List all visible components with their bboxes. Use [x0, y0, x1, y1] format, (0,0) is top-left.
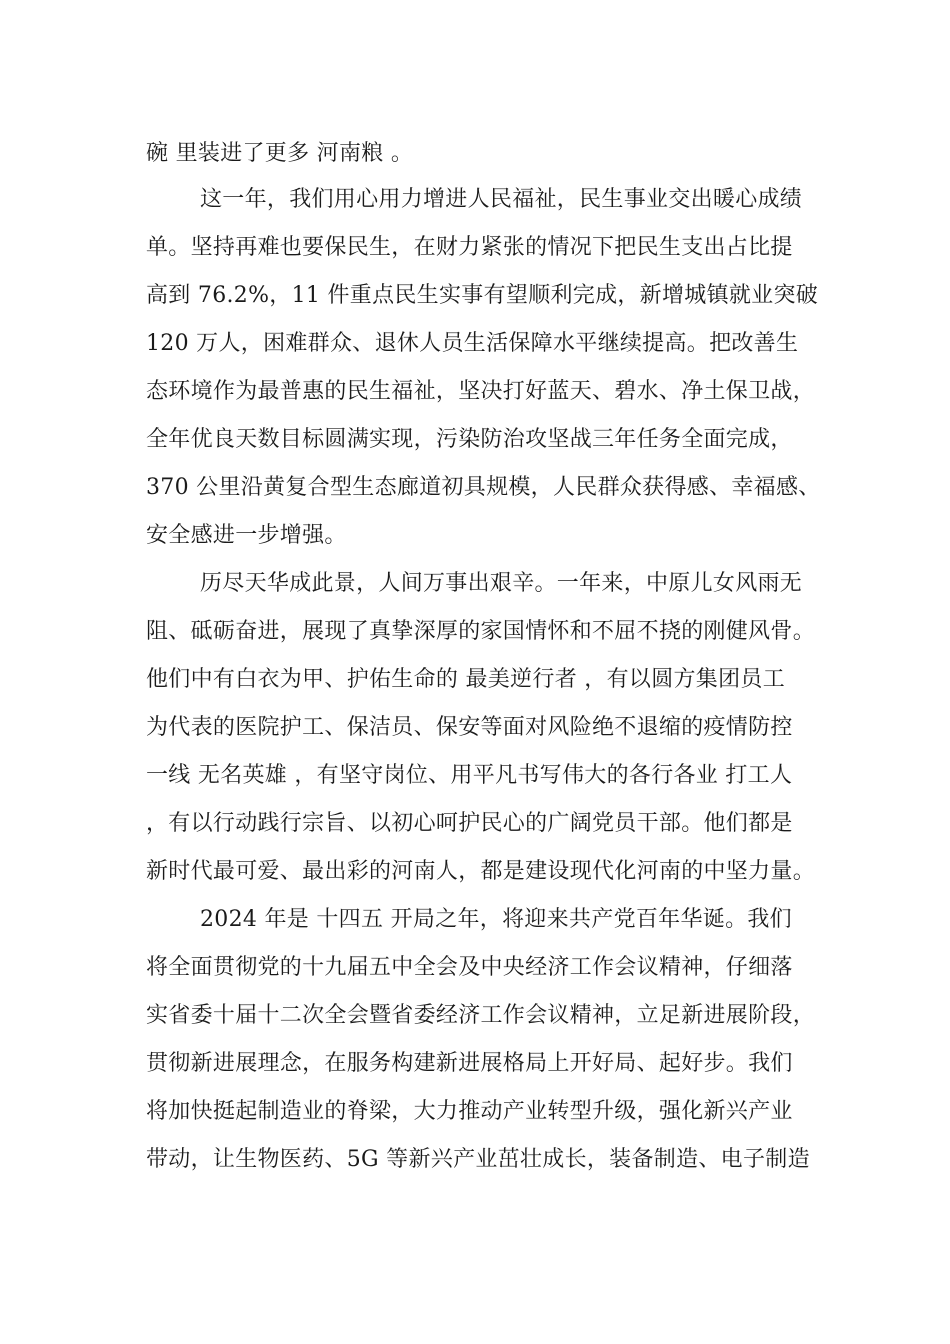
- text-line: ，有以行动践行宗旨、以初心呵护民心的广阔党员干部。他们都是: [146, 811, 793, 836]
- text-line: 贯彻新进展理念，在服务构建新进展格局上开好局、起好步。我们: [146, 1051, 793, 1076]
- text-line: 阻、砥砺奋进，展现了真挚深厚的家国情怀和不屈不挠的刚健风骨。: [146, 619, 816, 644]
- text-line: 他们中有白衣为甲、护佑生命的 最美逆行者 ，有以圆方集团员工: [146, 667, 785, 692]
- paragraph-start-line: 2024 年是 十四五 开局之年，将迎来共产党百年华诞。我们: [200, 907, 792, 932]
- text-line: 一线 无名英雄 ，有坚守岗位、用平凡书写伟大的各行各业 打工人: [146, 763, 793, 788]
- text-line: 将加快挺起制造业的脊梁，大力推动产业转型升级，强化新兴产业: [146, 1099, 793, 1124]
- text-line: 370 公里沿黄复合型生态廊道初具规模，人民群众获得感、幸福感、: [146, 475, 821, 500]
- text-line: 全年优良天数目标圆满实现，污染防治攻坚战三年任务全面完成，: [146, 427, 793, 452]
- text-line: 安全感进一步增强。: [146, 523, 347, 548]
- paragraph-start-line: 历尽天华成此景，人间万事出艰辛。一年来，中原儿女风雨无: [200, 571, 803, 596]
- text-line: 120 万人，困难群众、退休人员生活保障水平继续提高。把改善生: [146, 331, 799, 356]
- text-line: 实省委十届十二次全会暨省委经济工作会议精神，立足新进展阶段，: [146, 1003, 816, 1028]
- paragraph-start-line: 这一年，我们用心用力增进人民福祉，民生事业交出暖心成绩: [200, 187, 803, 212]
- text-line: 态环境作为最普惠的民生福祉，坚决打好蓝天、碧水、净土保卫战，: [146, 379, 816, 404]
- text-line: 高到 76.2%，11 件重点民生实事有望顺利完成，新增城镇就业突破: [146, 283, 819, 308]
- text-line: 单。坚持再难也要保民生，在财力紧张的情况下把民生支出占比提: [146, 235, 793, 260]
- text-line: 带动，让生物医药、5G 等新兴产业茁壮成长，装备制造、电子制造: [146, 1147, 810, 1172]
- text-line: 将全面贯彻党的十九届五中全会及中央经济工作会议精神，仔细落: [146, 955, 793, 980]
- text-line: 为代表的医院护工、保洁员、保安等面对风险绝不退缩的疫情防控: [146, 715, 793, 740]
- text-line: 新时代最可爱、最出彩的河南人，都是建设现代化河南的中坚力量。: [146, 859, 816, 884]
- text-line: 碗 里装进了更多 河南粮 。: [146, 141, 414, 166]
